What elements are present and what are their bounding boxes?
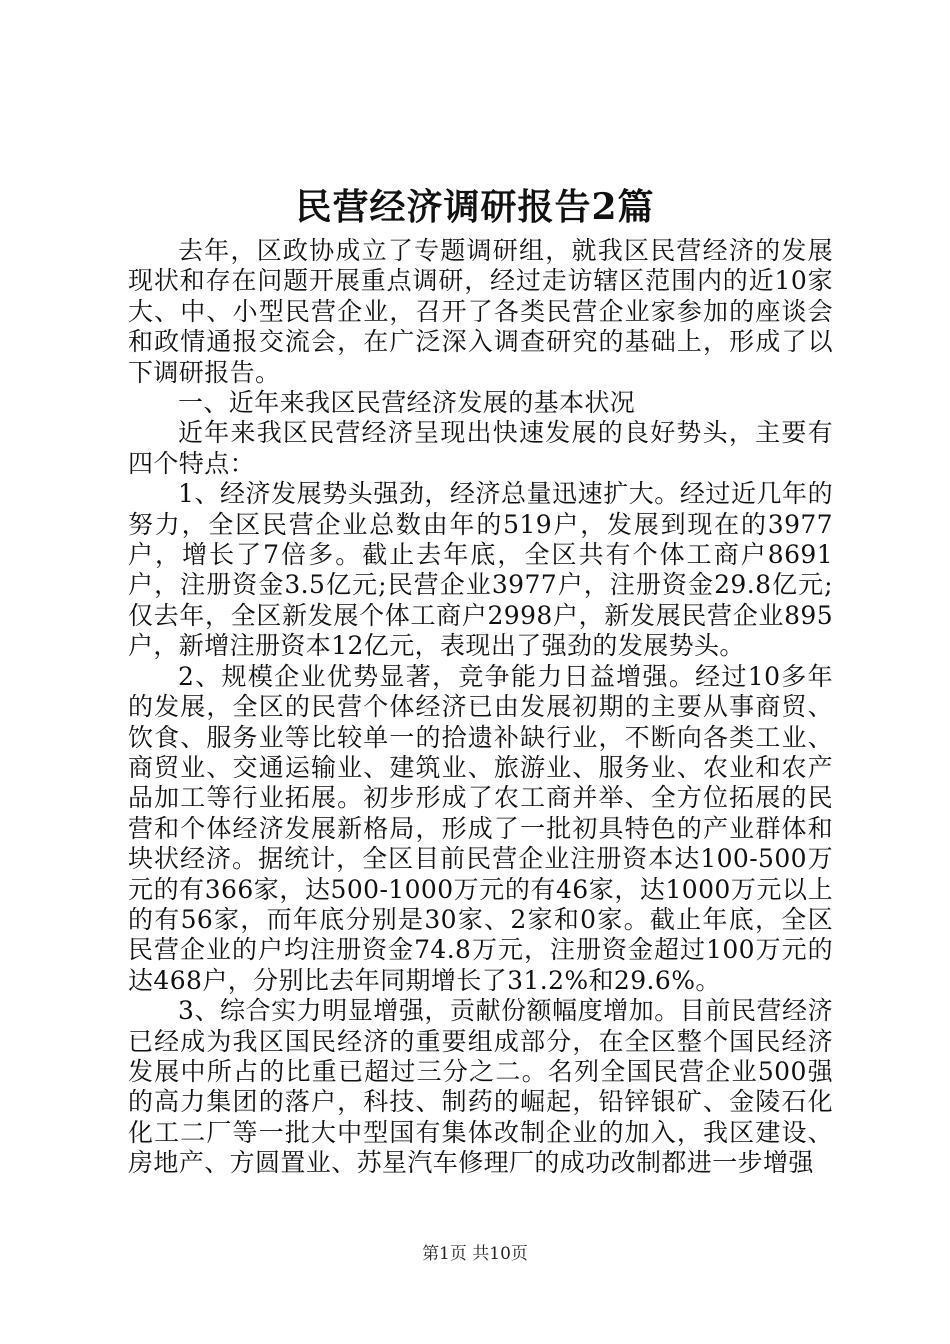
paragraph-point-2: 2、规模企业优势显著，竞争能力日益增强。经过10多年的发展，全区的民营个体经济已由发展初期的主要从事商贸、饮食、服务业等比较单一的拾遗补缺行业，不断向各类工业、商贸业、交通运输业、建筑业、旅游业、服务业、农业和农产品加工等行业拓展。初步形成了农工商并举、全方位拓展的民营和个体经济发展新格局，形成了一批初具特色的产业群体和块状经济。据统计，全区目前民营企业注册资本达100-500万元的有366家，达500-1000万元的有46家，达1000万元以上的有56家，而年底分别是30家、2家和0家。截止年底，全区民营企业的户均注册资金74.8万元，注册资金超过100万元的达468户，分别比去年同期增长了31.2%和29.6%。 — [128, 661, 833, 995]
page-footer: 第1页 共10页 — [422, 1244, 528, 1264]
paragraph-point-1: 1、经济发展势头强劲，经济总量迅速扩大。经过近几年的努力，全区民营企业总数由年的519户，发展到现在的3977户，增长了7倍多。截止去年底，全区共有个体工商户8691户，注册资金3.5亿元;民营企业3977户，注册资金29.8亿元;仅去年，全区新发展个体工商户2998户，新发展民营企业895户，新增注册资本12亿元，表现出了强劲的发展势头。 — [128, 479, 833, 661]
page-title: 民营经济调研报告2篇 — [295, 186, 655, 228]
paragraph-intro: 去年，区政协成立了专题调研组，就我区民营经济的发展现状和存在问题开展重点调研，经过走访辖区范围内的近10家大、中、小型民营企业，召开了各类民营企业家参加的座谈会和政情通报交流会，在广泛深入调查研究的基础上，形成了以下调研报告。 — [128, 236, 833, 387]
paragraph-overview: 近年来我区民营经济呈现出快速发展的良好势头，主要有四个特点： — [128, 418, 833, 478]
section-heading: 一、近年来我区民营经济发展的基本状况 — [178, 388, 636, 418]
paragraph-point-3: 3、综合实力明显增强，贡献份额幅度增加。目前民营经济已经成为我区国民经济的重要组成部分，在全区整个国民经济发展中所占的比重已超过三分之二。名列全国民营企业500强的高力集团的落户，科技、制药的崛起，铅锌银矿、金陵石化化工二厂等一批大中型国有集体改制企业的加入，我区建设、房地产、方圆置业、苏星汽车修理厂的成功改制都进一步增强 — [128, 996, 833, 1178]
document-body — [128, 236, 833, 1179]
